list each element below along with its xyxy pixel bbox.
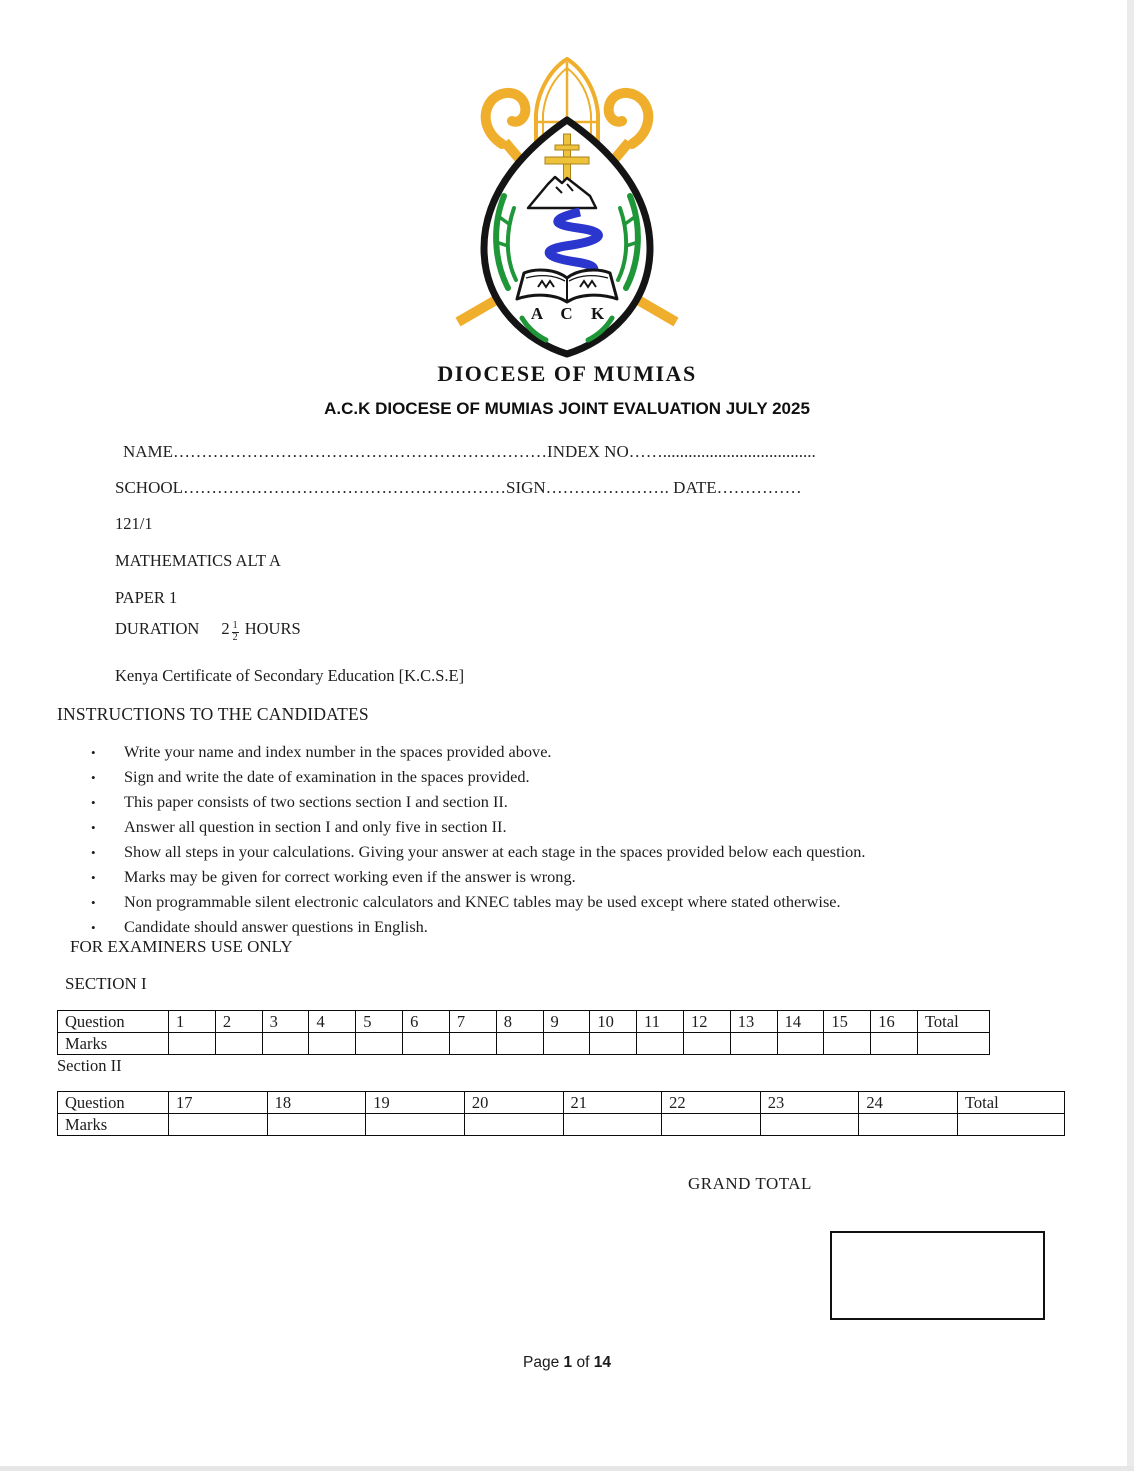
instruction-item: • Candidate should answer questions in English. bbox=[91, 915, 1091, 940]
bullet-icon: • bbox=[91, 770, 96, 785]
table-cell: 1 bbox=[169, 1011, 216, 1033]
paper-code: 121/1 bbox=[115, 514, 153, 533]
table-cell: 2 bbox=[215, 1011, 262, 1033]
table-cell: 14 bbox=[777, 1011, 824, 1033]
footer-total-pages: 14 bbox=[593, 1354, 611, 1371]
table-cell bbox=[662, 1114, 761, 1136]
instructions-heading: INSTRUCTIONS TO THE CANDIDATES bbox=[57, 704, 369, 724]
table-cell: 6 bbox=[403, 1011, 450, 1033]
table-cell bbox=[958, 1114, 1065, 1136]
table-cell: 11 bbox=[637, 1011, 684, 1033]
table-cell bbox=[169, 1114, 268, 1136]
bullet-icon: • bbox=[91, 745, 96, 760]
page-footer bbox=[0, 1354, 1134, 1372]
instruction-item: • Show all steps in your calculations. Giving your answer at each stage in the spaces provided below each question. bbox=[91, 840, 1091, 865]
table-cell: 5 bbox=[356, 1011, 403, 1033]
instruction-item: • Sign and write the date of examination in the spaces provided. bbox=[91, 765, 1091, 790]
table-cell: Question bbox=[58, 1011, 169, 1033]
table-cell: Marks bbox=[58, 1114, 169, 1136]
school-sign-date-line: SCHOOL…………………………………………………SIGN…………………. DATE…………… bbox=[115, 478, 802, 497]
name-index-line: NAME…………………………………………………………INDEX NO…….................................... bbox=[123, 442, 816, 461]
table-cell bbox=[262, 1033, 309, 1055]
table-row bbox=[58, 1114, 1065, 1136]
table-cell: 17 bbox=[169, 1092, 268, 1114]
ack-monogram: A C K bbox=[530, 304, 612, 323]
table-cell: 4 bbox=[309, 1011, 356, 1033]
bullet-icon: • bbox=[91, 895, 96, 910]
table-cell: 21 bbox=[563, 1092, 662, 1114]
section2-label: Section II bbox=[57, 1056, 122, 1075]
footer-of: of bbox=[576, 1354, 590, 1371]
table-row bbox=[58, 1033, 990, 1055]
table-cell: 23 bbox=[760, 1092, 859, 1114]
instruction-item: • Marks may be given for correct working even if the answer is wrong. bbox=[91, 865, 1091, 890]
instruction-item: • This paper consists of two sections section I and section II. bbox=[91, 790, 1091, 815]
page-edge-right bbox=[1127, 0, 1134, 1471]
table-cell: 8 bbox=[496, 1011, 543, 1033]
table-cell bbox=[169, 1033, 216, 1055]
table-cell bbox=[215, 1033, 262, 1055]
table-row bbox=[58, 1011, 990, 1033]
table-cell bbox=[590, 1033, 637, 1055]
bullet-icon: • bbox=[91, 845, 96, 860]
table-cell: 18 bbox=[267, 1092, 366, 1114]
section1-label: SECTION I bbox=[65, 974, 147, 993]
table-cell bbox=[918, 1033, 990, 1055]
table-cell: Question bbox=[58, 1092, 169, 1114]
table-cell bbox=[563, 1114, 662, 1136]
table-cell: 15 bbox=[824, 1011, 871, 1033]
diocese-logo bbox=[0, 56, 1134, 387]
table-cell: 3 bbox=[262, 1011, 309, 1033]
exam-title: A.C.K DIOCESE OF MUMIAS JOINT EVALUATION JULY 2025 bbox=[324, 399, 810, 418]
table-cell bbox=[356, 1033, 403, 1055]
grand-total-box bbox=[830, 1231, 1045, 1320]
table-cell bbox=[309, 1033, 356, 1055]
table-cell bbox=[730, 1033, 777, 1055]
duration-label: DURATION bbox=[115, 619, 200, 638]
paper-subject: MATHEMATICS ALT A bbox=[115, 551, 281, 570]
bullet-icon: • bbox=[91, 820, 96, 835]
table-cell bbox=[449, 1033, 496, 1055]
instruction-item: • Non programmable silent electronic calculators and KNEC tables may be used except where stated otherwise. bbox=[91, 890, 1091, 915]
table-row bbox=[58, 1092, 1065, 1114]
section1-marks-table bbox=[57, 1010, 990, 1055]
table-cell bbox=[403, 1033, 450, 1055]
certificate-line: Kenya Certificate of Secondary Education [K.C.S.E] bbox=[115, 666, 465, 685]
table-cell: 16 bbox=[871, 1011, 918, 1033]
table-cell bbox=[871, 1033, 918, 1055]
table-cell bbox=[859, 1114, 958, 1136]
table-cell: 7 bbox=[449, 1011, 496, 1033]
page-edge-bottom bbox=[0, 1466, 1134, 1471]
table-cell bbox=[637, 1033, 684, 1055]
table-cell bbox=[496, 1033, 543, 1055]
bullet-icon: • bbox=[91, 870, 96, 885]
footer-prefix: Page bbox=[523, 1354, 560, 1371]
instruction-item: • Write your name and index number in the spaces provided above. bbox=[91, 740, 1091, 765]
duration-suffix: HOURS bbox=[244, 619, 301, 638]
table-cell bbox=[777, 1033, 824, 1055]
instructions-list bbox=[91, 740, 1091, 940]
instruction-item: • Answer all question in section I and only five in section II. bbox=[91, 815, 1091, 840]
diocese-crest-icon bbox=[437, 56, 697, 361]
table-cell: 24 bbox=[859, 1092, 958, 1114]
table-cell: Total bbox=[918, 1011, 990, 1033]
table-cell: 20 bbox=[464, 1092, 563, 1114]
footer-page-number: 1 bbox=[563, 1354, 573, 1371]
table-cell bbox=[464, 1114, 563, 1136]
table-cell: Marks bbox=[58, 1033, 169, 1055]
duration-whole: 2 bbox=[221, 619, 230, 638]
bullet-icon: • bbox=[91, 920, 96, 935]
table-cell: 9 bbox=[543, 1011, 590, 1033]
paper-duration bbox=[115, 619, 301, 643]
logo-caption: DIOCESE OF MUMIAS bbox=[437, 361, 697, 386]
grand-total-label: GRAND TOTAL bbox=[688, 1174, 812, 1193]
table-cell bbox=[824, 1033, 871, 1055]
duration-fraction: $\frac{1}{2}$ bbox=[232, 620, 238, 643]
bullet-icon: • bbox=[91, 795, 96, 810]
table-cell: 10 bbox=[590, 1011, 637, 1033]
table-cell: 13 bbox=[730, 1011, 777, 1033]
table-cell bbox=[267, 1114, 366, 1136]
table-cell bbox=[760, 1114, 859, 1136]
table-cell bbox=[366, 1114, 465, 1136]
table-cell: 19 bbox=[366, 1092, 465, 1114]
section2-marks-table bbox=[57, 1091, 1065, 1136]
table-cell: 22 bbox=[662, 1092, 761, 1114]
paper-number: PAPER 1 bbox=[115, 588, 178, 607]
table-cell bbox=[543, 1033, 590, 1055]
table-cell: 12 bbox=[683, 1011, 730, 1033]
table-cell bbox=[683, 1033, 730, 1055]
examiners-heading: FOR EXAMINERS USE ONLY bbox=[70, 937, 293, 956]
table-cell: Total bbox=[958, 1092, 1065, 1114]
